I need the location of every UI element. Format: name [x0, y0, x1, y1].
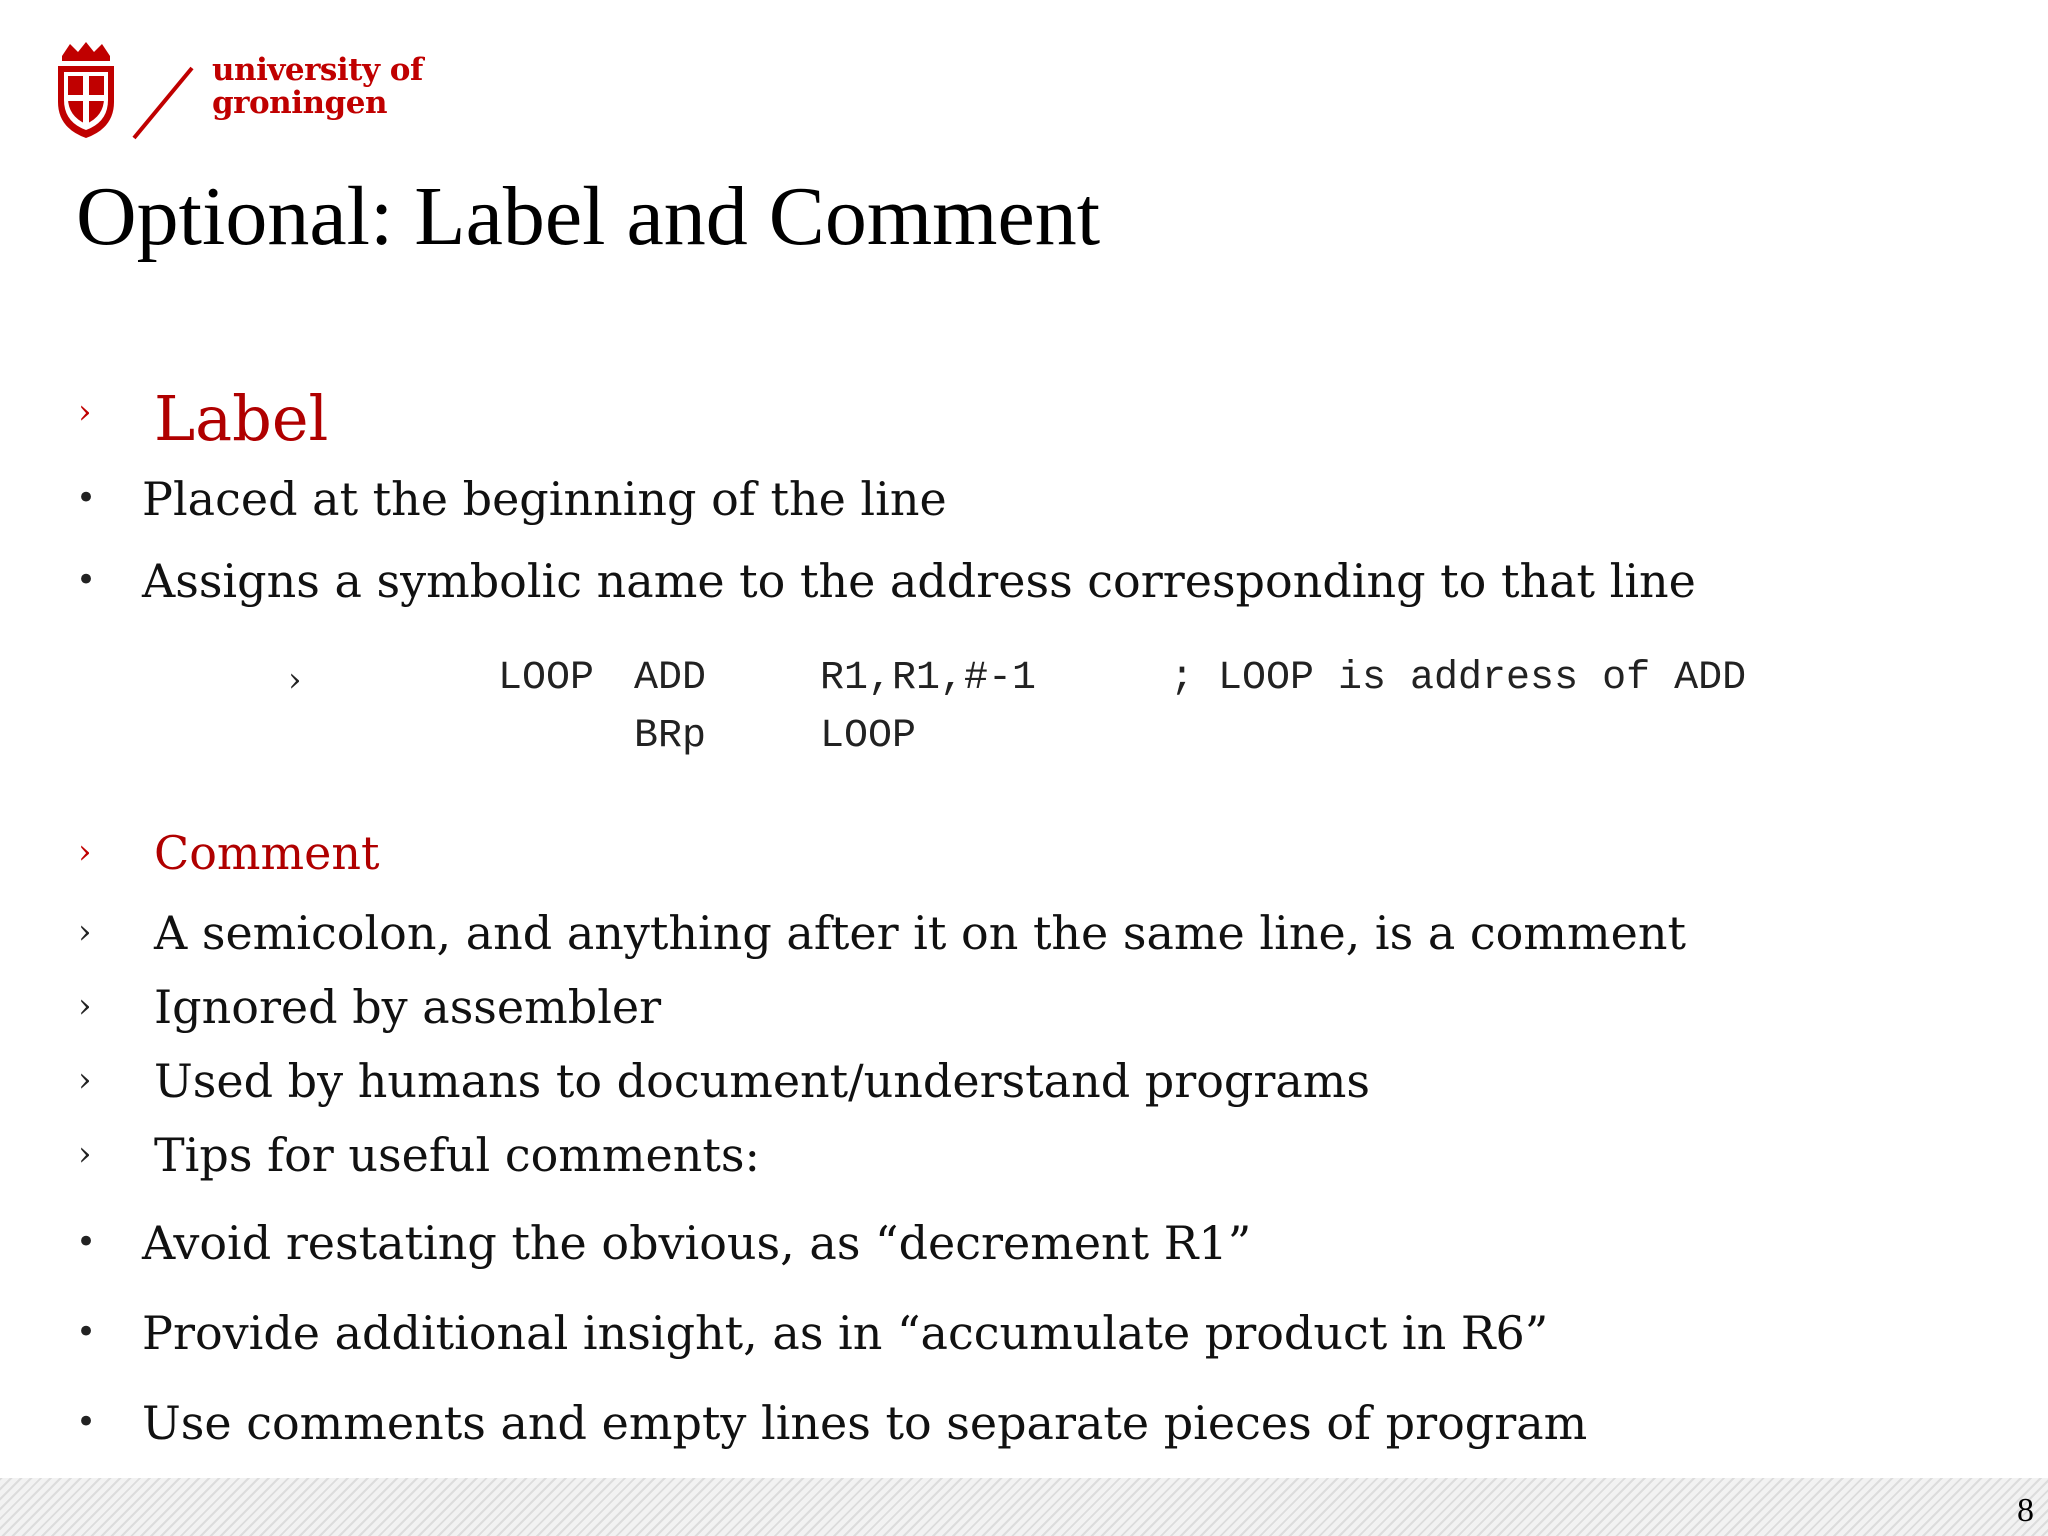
label-bullet-2: Assigns a symbolic name to the address corresponding to that line	[142, 554, 1696, 608]
chevron-marker: ›	[78, 832, 92, 872]
chevron-marker: ›	[78, 1134, 92, 1174]
comment-item-1: A semicolon, and anything after it on the same line, is a comment	[154, 906, 1686, 960]
logo-line-1: university of	[212, 52, 423, 88]
tip-3: Use comments and empty lines to separate pieces of program	[142, 1396, 1588, 1450]
code-comment: ; LOOP is address of ADD	[1170, 656, 1747, 701]
comment-item-3: Used by humans to document/understand programs	[154, 1054, 1370, 1108]
bullet-marker: •	[76, 478, 97, 518]
bullet-marker: •	[76, 560, 97, 600]
university-logo	[54, 40, 434, 150]
logo-line-2: groningen	[212, 85, 387, 121]
label-heading: Label	[154, 382, 329, 455]
university-wordmark	[212, 54, 423, 120]
label-bullet-1: Placed at the beginning of the line	[142, 472, 947, 526]
university-crest-icon	[54, 40, 204, 142]
chevron-marker: ›	[78, 392, 92, 432]
chevron-marker: ›	[78, 1060, 92, 1100]
slide-title: Optional: Label and Comment	[76, 170, 1101, 263]
code-op: ADD	[634, 656, 707, 701]
bullet-marker: •	[76, 1402, 97, 1442]
code-args: R1,R1,#-1	[820, 656, 1037, 701]
bullet-marker: •	[76, 1222, 97, 1262]
code-args: LOOP	[820, 714, 917, 759]
chevron-marker: ›	[78, 986, 92, 1026]
bullet-marker: •	[76, 1312, 97, 1352]
comment-item-4: Tips for useful comments:	[154, 1128, 760, 1182]
tip-2: Provide additional insight, as in “accumulate product in R6”	[142, 1306, 1549, 1360]
tip-1: Avoid restating the obvious, as “decrement R1”	[142, 1216, 1252, 1270]
page-number: 8	[2017, 1492, 2034, 1529]
comment-heading: Comment	[154, 826, 380, 880]
chevron-marker: ›	[78, 912, 92, 952]
slide-footer	[0, 1478, 2048, 1536]
chevron-marker: ›	[288, 660, 302, 700]
code-label: LOOP	[498, 656, 595, 701]
comment-item-2: Ignored by assembler	[154, 980, 662, 1034]
code-op: BRp	[634, 714, 707, 759]
